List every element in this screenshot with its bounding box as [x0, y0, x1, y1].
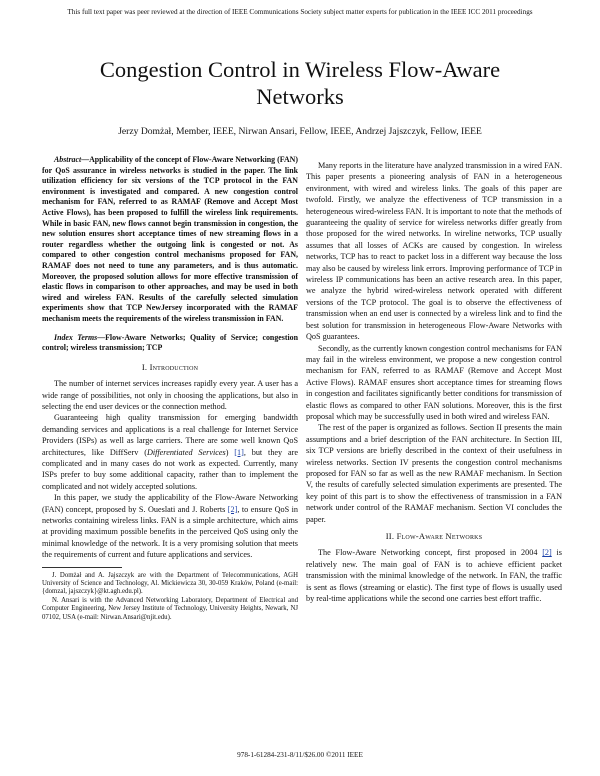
intro-p2-italic: Differentiated Services: [146, 447, 226, 457]
abstract-text: —Applicability of the concept of Flow-Aware Networking (FAN) for QoS assurance in wireless networks is studied in the paper. The link utilization efficiency for six versions of the TCP protocol in the FAN environment is investigated and compared. A new congestion control mechanism for FAN, referred to as RAMAF (Remove and Accept Most Active Flows), has been proposed to fulfill the wireless link requirements. While in basic FAN, new flows cannot begin transmission in congestion, the new solution ensures short acceptance times of new streaming flows in a router regardless whether the outgoing link is congested or not. As compared to other congestion control mechanisms proposed for FAN, RAMAF does not need to tune any parameters, and is thus automatic. Moreover, the proposed solution allows for more effective transmission of elastic flows in comparison to other approaches, and may be used in both wired and wireless FAN. Results of the carefully selected simulation experiments show that TCP NewJersey incorporated with the RAMAF mechanism meets the requirements of the wireless transmission in FAN.: [42, 155, 298, 323]
section-heading-flow-aware-networks: II. Flow-Aware Networks: [385, 531, 483, 541]
intro-p2-text-a: Guaranteeing high quality transmission for emerging bandwidth demanding services and applications is a real challenge for Internet Service Providers (ISPs) as well as large carriers. There are some well known QoS architectures, like DiffServ (: [42, 413, 298, 457]
footnote-affiliation-1: J. Domżał and A. Jajszczyk are with the Department of Telecommunications, AGH University of Science and Technology, Al. Mickiewicza 30, 30-059 Kraków, Poland (e-mail: {domzal, jajszczyk}@kt.agh.edu.pl).: [42, 571, 298, 596]
right-paragraph-2: Secondly, as the currently known congestion control mechanisms for FAN may fail in the wireless environment, we propose a new congestion control mechanism for FAN, referred to as RAMAF (Remove and Accept Most Active Flows). RAMAF ensures short acceptance times for streaming flows in congestion and facilitates significantly better conditions for transmission of elastic flows as compared to other FAN solutions. Moreover, this is the first proposal which may be successfully used in both wired and wireless FAN.: [306, 343, 562, 421]
footnote-affiliation-2: N. Ansari is with the Advanced Networking Laboratory, Department of Electrical and Computer Engineering, New Jersey Institute of Technology, University Heights, Newark, NJ 07102, USA (e-mail: Nirwan.Ansari@njit.edu).: [42, 596, 298, 621]
intro-paragraph-3: [42, 492, 298, 560]
citation-link-2[interactable]: [2]: [227, 504, 238, 514]
section-heading-introduction: I. Introduction: [141, 361, 199, 372]
index-terms-text: —Flow-Aware Networks; Quality of Service; congestion control; wireless transmission; TCP: [42, 332, 298, 353]
intro-paragraph-1: The number of internet services increases rapidly every year. A user has a wide range of possibilities, not only in choosing the applications, but also in selecting the end user devices or the connection method.: [42, 379, 298, 411]
intro-p3-text-b: , to ensure QoS in networks containing wireless links. FAN is a simple architecture, which aims at providing maximum possible benefits in the perceived QoS using only the minimal knowledge of the network. It is a very promising solution that meets the requirements of current and future applications and services.: [42, 504, 298, 560]
intro-p2-text-b: ): [225, 447, 235, 457]
footnote-divider: [42, 567, 122, 568]
fan-paragraph-1: [306, 547, 562, 604]
index-terms: [42, 333, 298, 354]
intro-p2-text-c: , but they are complicated and in many cases do not work as expected. Currently, many ISPs prefer to buy some additional capacity, rather than to implement the complicated and not widely accepted solutions.: [42, 447, 299, 491]
right-paragraph-1: Many reports in the literature have analyzed transmission in a wired FAN. This paper presents a pioneering analysis of FAN in a heterogeneous environment, with wired and wireless links. The goals of this paper are twofold. Firstly, we analyze the effectiveness of TCP transmission in a heterogeneous wired-wireless FAN. It is important to note that the methods of guaranteeing the quality of service for wireless networks differ greatly from those proposed for the wired networks. In wireline networks, TCP usually assumes that all losses of ACKs are caused by congestion. In wireless networks, TCP has to react to packet loss in a different way because the loss may also be caused by wireless link errors. Improving performance of TCP in wireless IP communications has been an active research area. In this paper, we analyze the hybrid wired-wireless network operated with different versions of the TCP protocol. The goal is to observe the effectiveness of transmission when an end user is connected by a wireless link and to find the best solution for transmission in heterogeneous Flow-Aware Networks with QoS guarantees.: [306, 161, 562, 342]
title-line-2: Networks: [256, 84, 344, 109]
left-column: [42, 155, 298, 622]
fan-p1-text-b: is relatively new. The main goal of FAN is to achieve efficient packet transmission with the minimal knowledge of the network. In FAN, the traffic is sent as flows (streaming or elastic). The first type of flows is usually used by real-time applications while the second one carries best effort traffic.: [306, 548, 562, 604]
title-line-1: Congestion Control in Wireless Flow-Aware: [99, 57, 501, 82]
index-terms-label: Index Terms: [54, 332, 98, 342]
intro-p3-text-a: In this paper, we study the applicability of the Flow-Aware Networking (FAN) concept, proposed by S. Oueslati and J. Roberts: [42, 493, 298, 514]
author-list: Jerzy Domżał, Member, IEEE, Nirwan Ansari, Fellow, IEEE, Andrzej Jajszczyk, Fellow, IEEE: [118, 126, 482, 137]
right-column: [306, 160, 562, 604]
right-paragraph-3: The rest of the paper is organized as follows. Section II presents the main assumptions and a brief description of the FAN architecture. In Section III, six TCP versions are briefly described in the context of their usefulness in wireless networks. Section IV presents the congestion control mechanisms proposed for FAN so far as well as the new RAMAF mechanism. In Section V, the results of carefully selected simulation experiments are presented. The key point of this part is to show the effectiveness of transmission in a FAN network under control of the RAMAF mechanism. Section VI concludes the paper.: [306, 423, 562, 524]
intro-paragraph-2: [42, 412, 298, 492]
citation-link-1[interactable]: [1]: [234, 447, 244, 457]
paper-title: [40, 56, 560, 110]
abstract: [42, 155, 298, 325]
fan-p1-text-a: The Flow-Aware Networking concept, first proposed in 2004: [318, 548, 543, 558]
abstract-label: Abstract: [54, 155, 82, 164]
copyright-footer: 978-1-61284-231-8/11/$26.00 ©2011 IEEE: [237, 751, 363, 759]
citation-link-3[interactable]: [2]: [542, 548, 552, 558]
peer-review-note: This full text paper was peer reviewed at the direction of IEEE Communications Society subject matter experts for publication in the IEEE ICC 2011 proceedings: [67, 8, 533, 16]
